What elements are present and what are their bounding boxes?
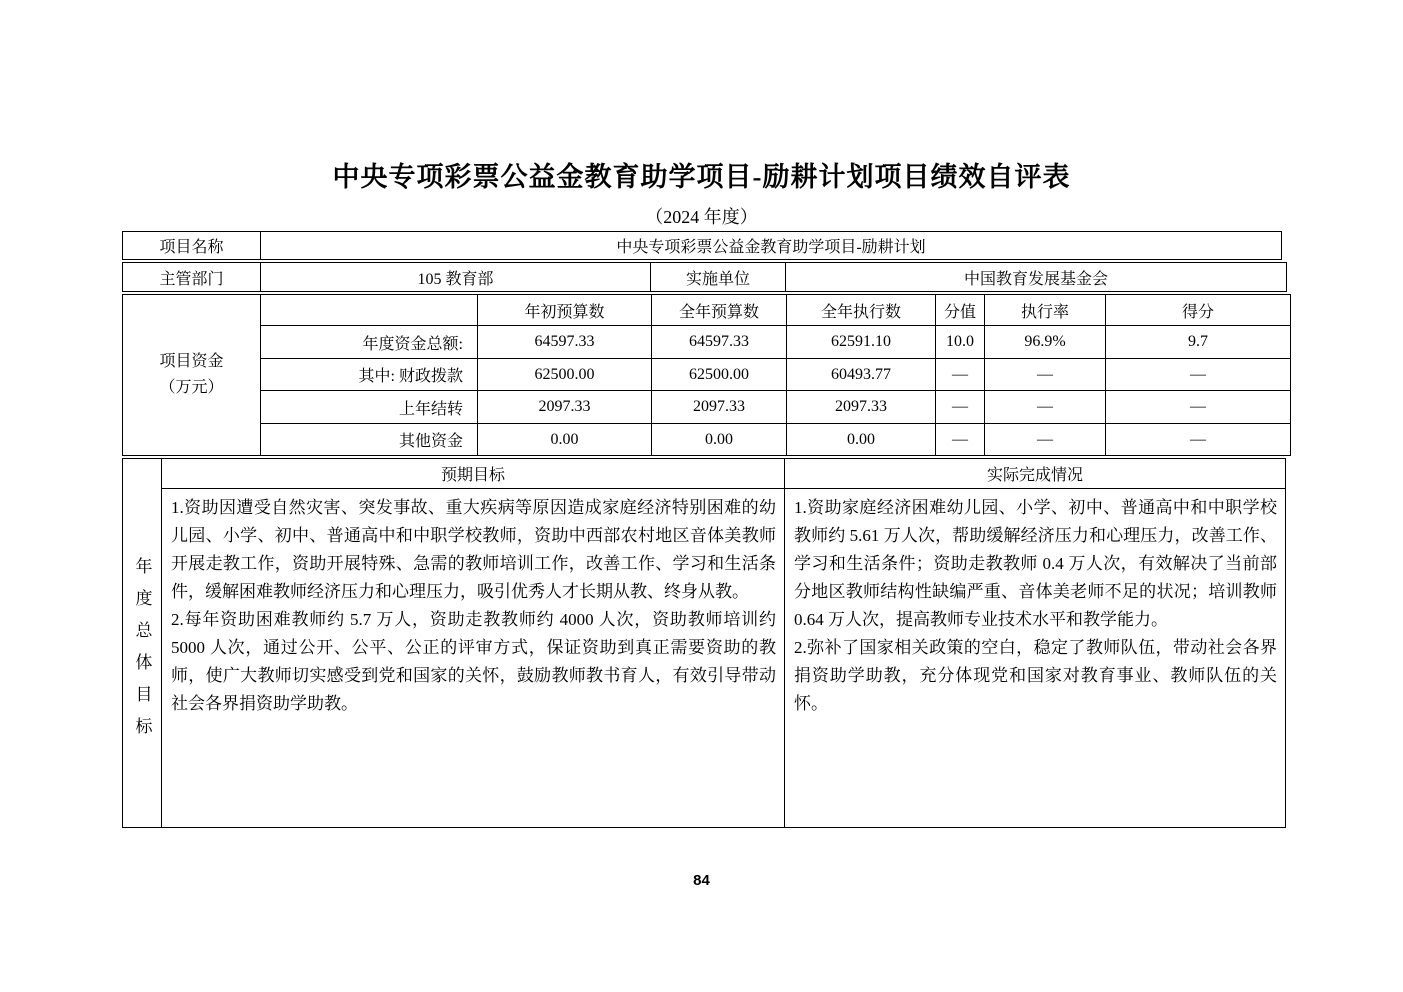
funds-cell: 62500.00 [478, 359, 652, 391]
funds-cell: 64597.33 [652, 326, 787, 359]
funds-row-carryover [123, 391, 1291, 424]
funds-cell: 62591.10 [787, 326, 936, 359]
funds-cell: — [985, 359, 1106, 391]
funds-cell: 10.0 [936, 326, 985, 359]
funds-side-label [123, 295, 261, 456]
funds-cell: — [1106, 424, 1291, 456]
impl-value: 中国教育发展基金会 [786, 263, 1287, 292]
impl-label: 实施单位 [651, 263, 786, 292]
funds-cell: 2097.33 [787, 391, 936, 424]
goals-header-row [123, 459, 1286, 489]
funds-row-other [123, 424, 1291, 456]
expected-goal-paragraph-1: 1.资助因遭受自然灾害、突发事故、重大疾病等原因造成家庭经济特别困难的幼儿园、小学、初中、普通高中和中职学校教师，资助中西部农村地区音体美教师开展走教工作，资助开展特殊、急需的教师培训工作，改善工作、学习和生活条件，缓解困难教师经济压力和心理压力，吸引优秀人才长期从教、终身从教。 [171, 498, 776, 601]
dept-value: 105 教育部 [261, 263, 651, 292]
funds-row-fiscal [123, 359, 1291, 391]
funds-col-header-execution-rate: 执行率 [985, 295, 1106, 326]
section-departments [122, 262, 1287, 292]
page-number: 84 [693, 872, 710, 889]
actual-completion-header: 实际完成情况 [785, 459, 1286, 489]
funds-cell: 62500.00 [652, 359, 787, 391]
funds-cell: — [936, 424, 985, 456]
goals-side-label [123, 459, 162, 828]
project-name-table [122, 231, 1282, 260]
table-row [123, 232, 1282, 260]
funds-side-label-line2: （万元） [159, 379, 224, 396]
funds-cell: 0.00 [652, 424, 787, 456]
funds-row-label: 其中: 财政拨款 [261, 359, 478, 391]
funds-cell: — [936, 391, 985, 424]
actual-completion-paragraph-2: 2.弥补了国家相关政策的空白，稳定了教师队伍，带动社会各界捐资助学助教，充分体现党和国家对教育事业、教师队伍的关怀。 [794, 638, 1277, 713]
funds-cell: 96.9% [985, 326, 1106, 359]
funds-col-header-annual-budget: 全年预算数 [652, 295, 787, 326]
funds-row-label: 上年结转 [261, 391, 478, 424]
section-goals [122, 458, 1286, 828]
project-name-value: 中央专项彩票公益金教育助学项目-励耕计划 [261, 232, 1282, 260]
goals-content-row [123, 489, 1286, 828]
goals-side-label-text: 年度总体目标 [132, 556, 152, 749]
funds-cell: — [985, 424, 1106, 456]
funds-cell: — [985, 391, 1106, 424]
funds-cell: 2097.33 [478, 391, 652, 424]
document-title: 中央专项彩票公益金教育助学项目-励耕计划项目绩效自评表 [332, 162, 1071, 192]
actual-completion-content [785, 489, 1286, 828]
funds-row-total [123, 326, 1291, 359]
funds-col-header-score-weight: 分值 [936, 295, 985, 326]
goals-table [122, 458, 1286, 828]
funds-col-header-score: 得分 [1106, 295, 1291, 326]
funds-cell: 64597.33 [478, 326, 652, 359]
funds-col-header-blank [261, 295, 478, 326]
actual-completion-paragraph-1: 1.资助家庭经济困难幼儿园、小学、初中、普通高中和中职学校教师约 5.61 万人次，帮助缓解经济压力和心理压力，改善工作、学习和生活条件；资助走教教师 0.4 万人次，有效解决了当前部分地区教师结构性缺编严重、音体美老师不足的状况；培训教师 0.64 万人次，提高教师专业技术水平和教学能力。 [794, 498, 1277, 629]
section-funds [122, 294, 1291, 456]
funds-side-label-line1: 项目资金 [159, 353, 224, 370]
document-subtitle: （2024 年度） [645, 207, 758, 227]
funds-cell: 2097.33 [652, 391, 787, 424]
section-project-name [122, 231, 1282, 260]
table-row [123, 263, 1287, 292]
funds-row-label: 其他资金 [261, 424, 478, 456]
funds-cell: 60493.77 [787, 359, 936, 391]
funds-table [122, 294, 1291, 456]
funds-cell: — [1106, 391, 1291, 424]
funds-row-label: 年度资金总额: [261, 326, 478, 359]
expected-goals-header: 预期目标 [162, 459, 785, 489]
funds-cell: 0.00 [787, 424, 936, 456]
funds-cell: — [936, 359, 985, 391]
project-name-label: 项目名称 [123, 232, 261, 260]
funds-col-header-initial-budget: 年初预算数 [478, 295, 652, 326]
funds-cell: 9.7 [1106, 326, 1291, 359]
departments-table [122, 262, 1287, 292]
expected-goal-paragraph-2: 2.每年资助困难教师约 5.7 万人，资助走教教师约 4000 人次，资助教师培训约 5000 人次，通过公开、公平、公正的评审方式，保证资助到真正需要资助的教师，使广大教师切实感受到党和国家的关怀，鼓励教师教书育人，有效引导带动社会各界捐资助学助教。 [171, 610, 776, 713]
expected-goals-content [162, 489, 785, 828]
funds-header-row [123, 295, 1291, 326]
funds-cell: — [1106, 359, 1291, 391]
dept-label: 主管部门 [123, 263, 261, 292]
funds-col-header-executed: 全年执行数 [787, 295, 936, 326]
funds-cell: 0.00 [478, 424, 652, 456]
